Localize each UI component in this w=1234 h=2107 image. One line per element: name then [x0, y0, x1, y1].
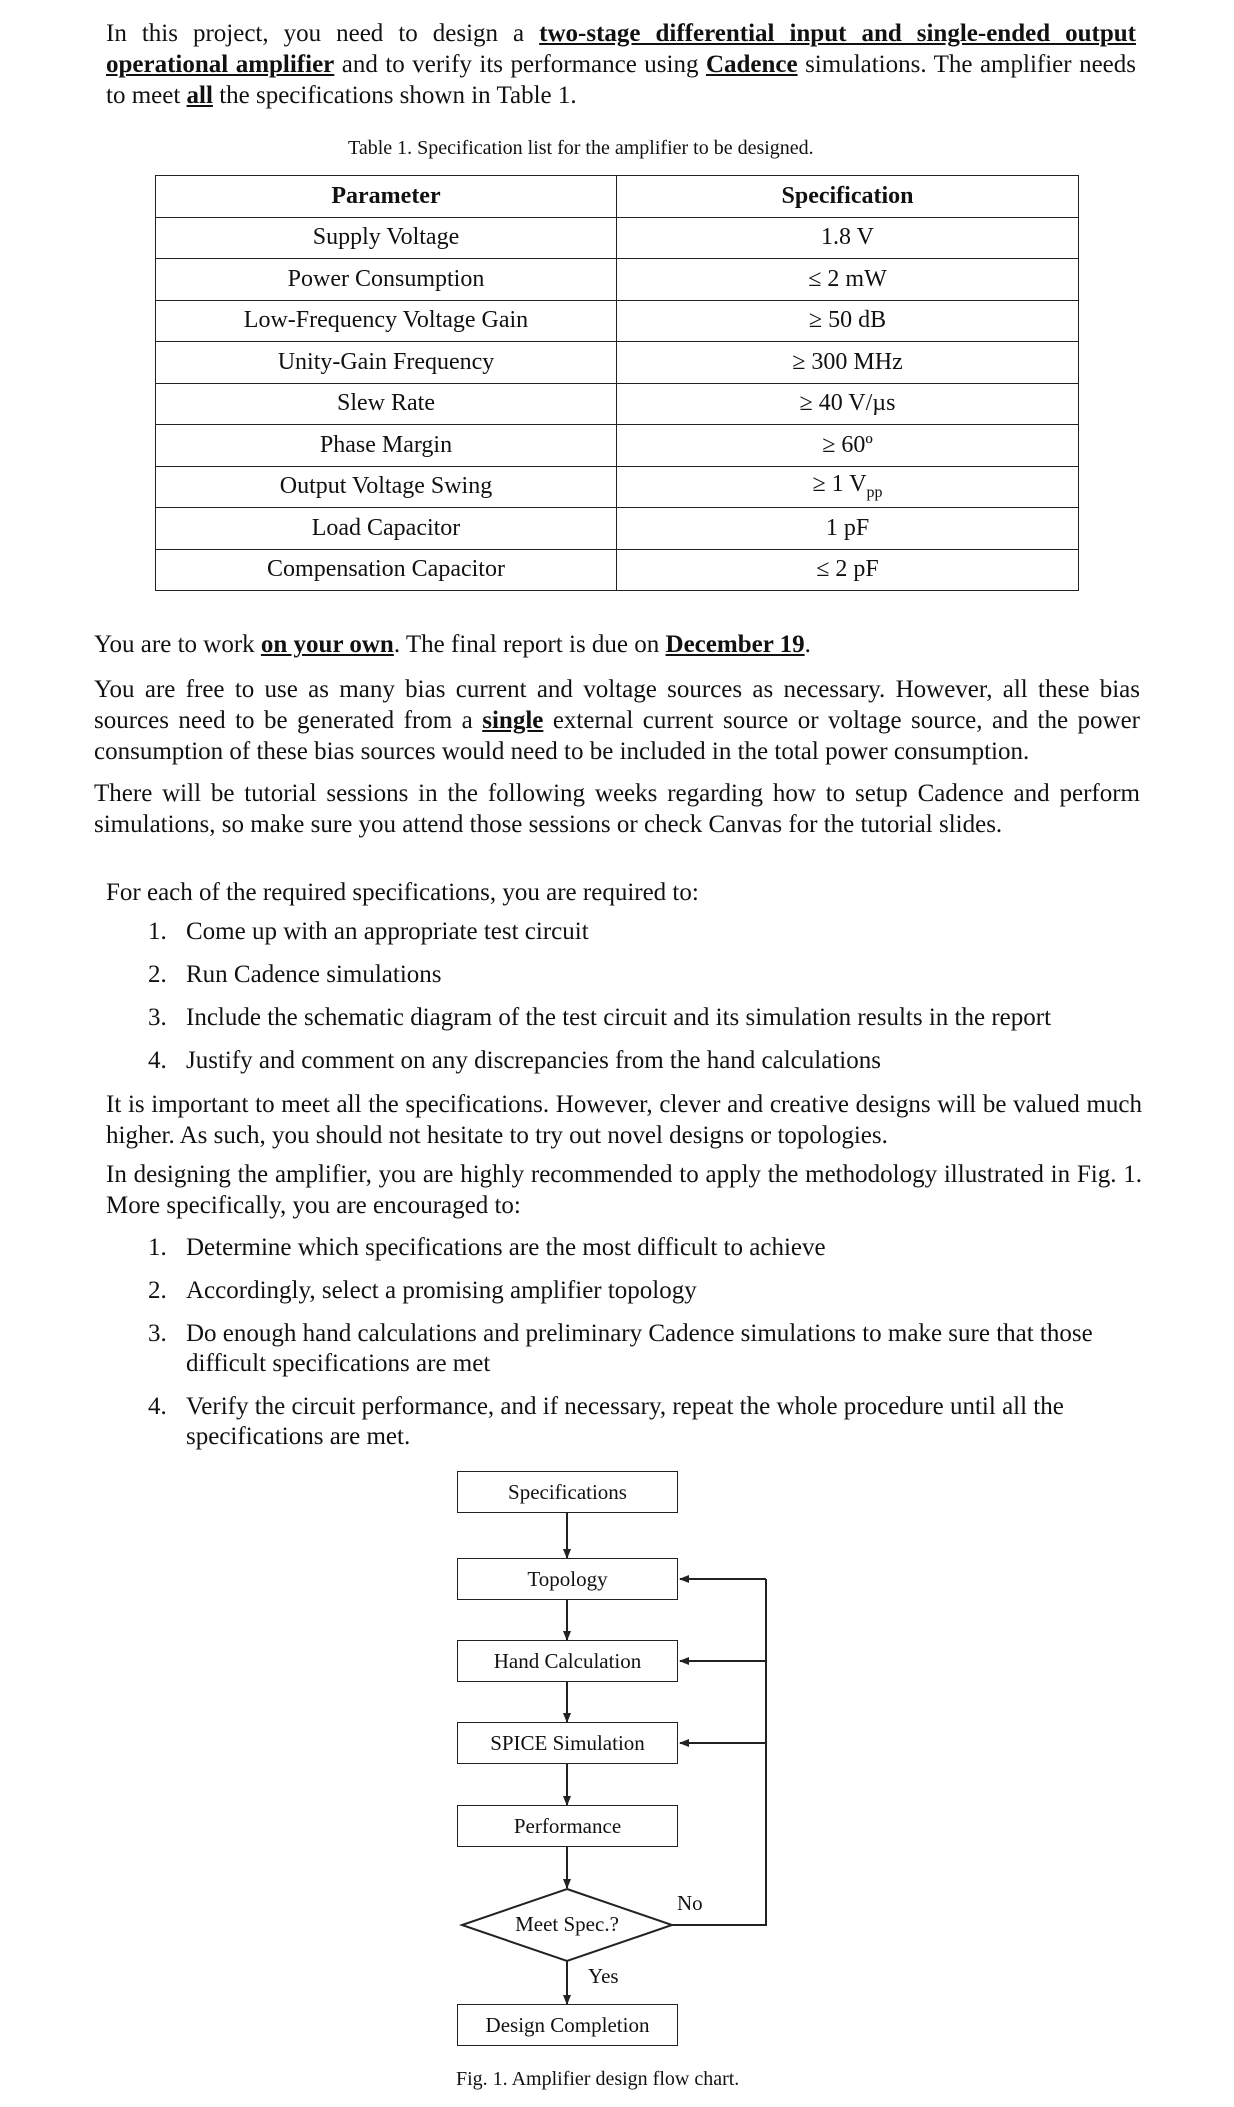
list-item: 1. Come up with an appropriate test circuit [148, 918, 589, 945]
flow-box-topology: Topology [457, 1558, 678, 1600]
flow-box-performance: Performance [457, 1805, 678, 1847]
spec-subscript-pp: pp [866, 484, 883, 502]
list-item: 2. Run Cadence simulations [148, 961, 442, 988]
intro-bold-all: all [186, 82, 213, 109]
tutorial-paragraph: There will be tutorial sessions in the following weeks regarding how to setup Cadence and perform simulations, so make sure you attend those sessions or check Canvas for the tutorial slides. [94, 780, 1140, 838]
table-caption: Table 1. Specification list for the amplifier to be designed. [348, 137, 814, 159]
intro-paragraph: In this project, you need to design a two-stage differential input and single-ended output operational amplifier and to verify its performance using Cadence simulations. The amplifier needs to meet all the specifications shown in Table 1. [106, 20, 1136, 109]
required-intro: For each of the required specifications, you are required to: [106, 879, 699, 906]
list-item: 3. Include the schematic diagram of the test circuit and its simulation results in the report [148, 1004, 1052, 1031]
row-param: Phase Margin [156, 425, 617, 467]
important-paragraph: It is important to meet all the specifications. However, clever and creative designs will be valued much higher. As such, you should not hesitate to try out novel designs or topologies. [106, 1091, 1142, 1149]
row-param: Unity-Gain Frequency [156, 342, 617, 384]
row-spec-swing: ≥ 1 $V_{pp}$ [617, 466, 1079, 508]
list-item: 1. Determine which specifications are the most difficult to achieve [148, 1234, 826, 1261]
list-item: 4. Justify and comment on any discrepancies from the hand calculations [148, 1047, 881, 1074]
intro-bold-opamp: two-stage differential input and single-ended output operational amplifier [106, 20, 1136, 78]
row-spec: ≥ 300 MHz [617, 342, 1079, 384]
work-paragraph: You are to work on your own. The final report is due on December 19. [94, 631, 811, 658]
row-spec: ≤ 2 mW [617, 259, 1079, 301]
flow-box-hand-calculation: Hand Calculation [457, 1640, 678, 1682]
flow-box-spice-simulation: SPICE Simulation [457, 1722, 678, 1764]
feedback-no-path [672, 1579, 766, 1925]
row-param: Low-Frequency Voltage Gain [156, 300, 617, 342]
row-param: Load Capacitor [156, 508, 617, 550]
row-param: Power Consumption [156, 259, 617, 301]
flow-yes-label: Yes [588, 1964, 619, 1988]
work-bold-date: December 19 [665, 631, 805, 658]
row-param: Supply Voltage [156, 217, 617, 259]
header-specification: Specification [617, 176, 1079, 218]
flow-box-design-completion: Design Completion [457, 2004, 678, 2046]
list-item: 4. Verify the circuit performance, and if necessary, repeat the whole procedure until all the specifications are met. [148, 1393, 1064, 1450]
method-intro: In designing the amplifier, you are highly recommended to apply the methodology illustrated in Fig. 1. More specifically, you are encouraged to: [106, 1161, 1142, 1219]
row-spec: ≥ 50 dB [617, 300, 1079, 342]
header-parameter: Parameter [156, 176, 617, 218]
figure-caption: Fig. 1. Amplifier design flow chart. [456, 2068, 740, 2090]
bias-bold-single: single [482, 707, 544, 734]
row-param: Output Voltage Swing [156, 466, 617, 508]
row-param: Compensation Capacitor [156, 549, 617, 591]
list-item: 2. Accordingly, select a promising amplifier topology [148, 1277, 697, 1304]
work-bold-own: on your own [260, 631, 394, 658]
flow-no-label: No [677, 1891, 703, 1915]
row-spec: ≥ 40 V/µs [617, 383, 1079, 425]
flow-decision-label: Meet Spec.? [515, 1912, 619, 1936]
bias-paragraph: You are free to use as many bias current and voltage sources as necessary. However, all these bias sources need to be generated from a single external current source or voltage source, and the power consumption of these bias sources would need to be included in the total power consumption. [94, 676, 1140, 765]
row-spec: ≤ 2 pF [617, 549, 1079, 591]
list-item: 3. Do enough hand calculations and preliminary Cadence simulations to make sure that those difficult specifications are met [148, 1320, 1093, 1377]
flow-box-specifications: Specifications [457, 1471, 678, 1513]
intro-bold-cadence: Cadence [705, 51, 798, 78]
row-param: Slew Rate [156, 383, 617, 425]
row-spec: 1 pF [617, 508, 1079, 550]
row-spec: ≥ 60º [617, 425, 1079, 467]
row-spec: 1.8 V [617, 217, 1079, 259]
